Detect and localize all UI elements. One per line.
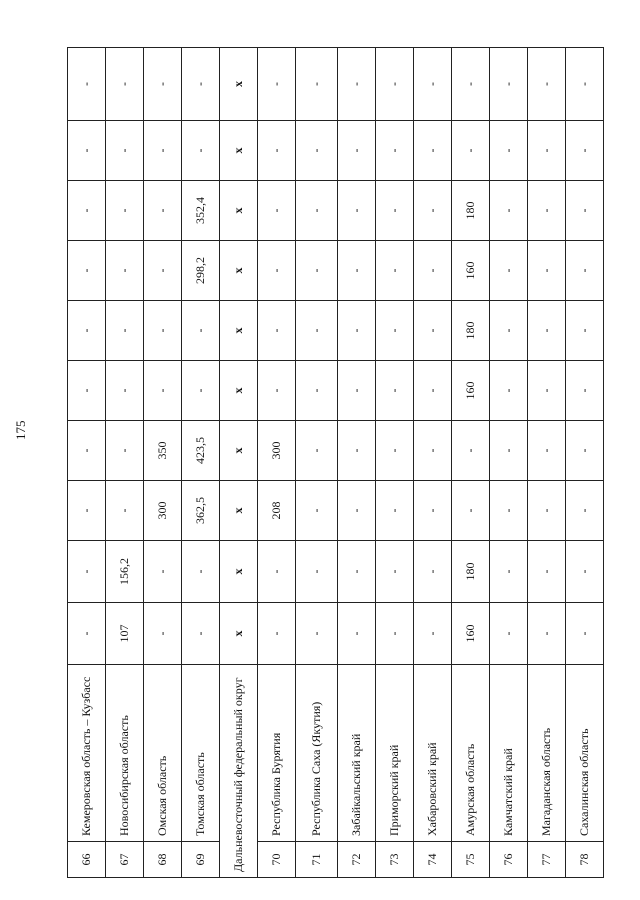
value-cell: - <box>376 301 414 361</box>
value-cell: 107 <box>106 603 144 665</box>
region-name: Томская область <box>182 665 220 842</box>
value-cell: - <box>490 301 528 361</box>
value-cell: - <box>490 241 528 301</box>
value-cell: 160 <box>452 241 490 301</box>
value-cell: - <box>68 603 106 665</box>
value-cell: - <box>182 301 220 361</box>
row-number: 75 <box>452 842 490 878</box>
value-cell: x <box>220 301 258 361</box>
value-cell: - <box>338 121 376 181</box>
value-cell: - <box>258 541 296 603</box>
value-cell: x <box>220 181 258 241</box>
value-cell: x <box>220 48 258 121</box>
table-row <box>68 48 106 878</box>
value-cell: x <box>220 603 258 665</box>
table-row <box>376 48 414 878</box>
value-cell: - <box>106 481 144 541</box>
value-cell: - <box>68 361 106 421</box>
value-cell: - <box>296 301 338 361</box>
value-cell: - <box>414 603 452 665</box>
value-cell: 300 <box>258 421 296 481</box>
value-cell: - <box>106 241 144 301</box>
value-cell: - <box>338 241 376 301</box>
value-cell: - <box>528 541 566 603</box>
value-cell: - <box>338 48 376 121</box>
value-cell: - <box>452 481 490 541</box>
value-cell: - <box>566 301 604 361</box>
table-row <box>144 48 182 878</box>
region-name: Забайкальский край <box>338 665 376 842</box>
value-cell: - <box>490 361 528 421</box>
value-cell: - <box>528 241 566 301</box>
value-cell: 298,2 <box>182 241 220 301</box>
value-cell: - <box>68 421 106 481</box>
value-cell: - <box>566 241 604 301</box>
row-number: 76 <box>490 842 528 878</box>
region-name: Республика Саха (Якутия) <box>296 665 338 842</box>
value-cell: - <box>296 541 338 603</box>
value-cell: - <box>144 121 182 181</box>
value-cell: - <box>490 421 528 481</box>
value-cell: - <box>566 48 604 121</box>
value-cell: - <box>376 421 414 481</box>
value-cell: - <box>338 603 376 665</box>
value-cell: - <box>338 481 376 541</box>
value-cell: - <box>566 481 604 541</box>
data-table <box>67 47 604 878</box>
value-cell: 180 <box>452 301 490 361</box>
value-cell: - <box>106 421 144 481</box>
value-cell: - <box>68 121 106 181</box>
page-number: 175 <box>13 420 28 440</box>
value-cell: - <box>106 301 144 361</box>
value-cell: - <box>414 121 452 181</box>
value-cell: - <box>338 181 376 241</box>
value-cell: - <box>528 421 566 481</box>
value-cell: - <box>376 361 414 421</box>
value-cell: - <box>490 603 528 665</box>
value-cell: - <box>528 121 566 181</box>
value-cell: - <box>566 181 604 241</box>
value-cell: - <box>566 421 604 481</box>
value-cell: - <box>296 421 338 481</box>
value-cell: - <box>68 48 106 121</box>
region-name: Дальневосточный федеральный округ <box>220 665 258 878</box>
table-row <box>182 48 220 878</box>
value-cell: - <box>296 241 338 301</box>
value-cell: - <box>296 48 338 121</box>
region-name: Хабаровский край <box>414 665 452 842</box>
value-cell: - <box>338 541 376 603</box>
value-cell: 160 <box>452 361 490 421</box>
value-cell: - <box>376 541 414 603</box>
value-cell: - <box>144 361 182 421</box>
value-cell: - <box>414 241 452 301</box>
value-cell: - <box>452 48 490 121</box>
value-cell: - <box>414 361 452 421</box>
value-cell: 423,5 <box>182 421 220 481</box>
value-cell: - <box>490 121 528 181</box>
value-cell: - <box>144 48 182 121</box>
table-row <box>220 48 258 878</box>
value-cell: - <box>528 301 566 361</box>
value-cell: - <box>528 181 566 241</box>
value-cell: 180 <box>452 541 490 603</box>
row-number: 69 <box>182 842 220 878</box>
row-number: 78 <box>566 842 604 878</box>
value-cell: - <box>376 121 414 181</box>
value-cell: - <box>182 603 220 665</box>
value-cell: - <box>296 361 338 421</box>
row-number: 68 <box>144 842 182 878</box>
value-cell: x <box>220 361 258 421</box>
value-cell: - <box>258 121 296 181</box>
value-cell: x <box>220 121 258 181</box>
value-cell: - <box>414 181 452 241</box>
region-name: Омская область <box>144 665 182 842</box>
value-cell: - <box>296 181 338 241</box>
value-cell: - <box>144 181 182 241</box>
region-name: Новосибирская область <box>106 665 144 842</box>
value-cell: - <box>106 361 144 421</box>
value-cell: - <box>68 241 106 301</box>
region-name: Амурская область <box>452 665 490 842</box>
value-cell: - <box>566 541 604 603</box>
table-row <box>338 48 376 878</box>
value-cell: - <box>68 481 106 541</box>
table-row <box>452 48 490 878</box>
value-cell: 208 <box>258 481 296 541</box>
value-cell: - <box>490 181 528 241</box>
value-cell: - <box>106 181 144 241</box>
value-cell: - <box>490 481 528 541</box>
value-cell: - <box>296 603 338 665</box>
value-cell: - <box>296 481 338 541</box>
row-number: 71 <box>296 842 338 878</box>
row-number: 77 <box>528 842 566 878</box>
value-cell: - <box>182 361 220 421</box>
value-cell: - <box>258 241 296 301</box>
value-cell: - <box>182 121 220 181</box>
value-cell: 300 <box>144 481 182 541</box>
value-cell: - <box>106 48 144 121</box>
value-cell: - <box>144 241 182 301</box>
value-cell: - <box>68 301 106 361</box>
table-row <box>414 48 452 878</box>
value-cell: - <box>566 603 604 665</box>
value-cell: - <box>528 48 566 121</box>
row-number: 67 <box>106 842 144 878</box>
table-row <box>106 48 144 878</box>
value-cell: 362,5 <box>182 481 220 541</box>
value-cell: - <box>376 603 414 665</box>
value-cell: - <box>414 301 452 361</box>
value-cell: 350 <box>144 421 182 481</box>
value-cell: - <box>182 541 220 603</box>
value-cell: - <box>452 421 490 481</box>
value-cell: - <box>376 48 414 121</box>
value-cell: - <box>68 181 106 241</box>
value-cell: - <box>144 301 182 361</box>
table-row <box>296 48 338 878</box>
value-cell: - <box>376 181 414 241</box>
value-cell: - <box>258 48 296 121</box>
value-cell: - <box>144 603 182 665</box>
row-number: 74 <box>414 842 452 878</box>
table-row <box>258 48 296 878</box>
value-cell: - <box>414 541 452 603</box>
value-cell: 156,2 <box>106 541 144 603</box>
region-name: Приморский край <box>376 665 414 842</box>
region-name: Магаданская область <box>528 665 566 842</box>
region-name: Камчатский край <box>490 665 528 842</box>
value-cell: - <box>414 48 452 121</box>
table-row <box>528 48 566 878</box>
value-cell: - <box>338 301 376 361</box>
value-cell: x <box>220 241 258 301</box>
value-cell: - <box>68 541 106 603</box>
row-number: 73 <box>376 842 414 878</box>
value-cell: - <box>452 121 490 181</box>
value-cell: - <box>258 181 296 241</box>
value-cell: 160 <box>452 603 490 665</box>
value-cell: - <box>490 48 528 121</box>
row-number: 72 <box>338 842 376 878</box>
value-cell: 180 <box>452 181 490 241</box>
value-cell: - <box>338 361 376 421</box>
value-cell: - <box>182 48 220 121</box>
value-cell: 352,4 <box>182 181 220 241</box>
value-cell: - <box>144 541 182 603</box>
value-cell: x <box>220 421 258 481</box>
row-number: 70 <box>258 842 296 878</box>
value-cell: - <box>338 421 376 481</box>
value-cell: - <box>106 121 144 181</box>
region-name: Кемеровская область – Кузбасс <box>68 665 106 842</box>
value-cell: - <box>528 481 566 541</box>
value-cell: - <box>414 481 452 541</box>
region-name: Республика Бурятия <box>258 665 296 842</box>
value-cell: - <box>258 603 296 665</box>
value-cell: - <box>376 241 414 301</box>
row-number: 66 <box>68 842 106 878</box>
value-cell: x <box>220 481 258 541</box>
value-cell: - <box>376 481 414 541</box>
value-cell: - <box>414 421 452 481</box>
value-cell: - <box>258 301 296 361</box>
table-row <box>566 48 604 878</box>
value-cell: x <box>220 541 258 603</box>
value-cell: - <box>528 361 566 421</box>
table-row <box>490 48 528 878</box>
value-cell: - <box>258 361 296 421</box>
value-cell: - <box>296 121 338 181</box>
value-cell: - <box>566 121 604 181</box>
region-name: Сахалинская область <box>566 665 604 842</box>
value-cell: - <box>490 541 528 603</box>
value-cell: - <box>528 603 566 665</box>
value-cell: - <box>566 361 604 421</box>
